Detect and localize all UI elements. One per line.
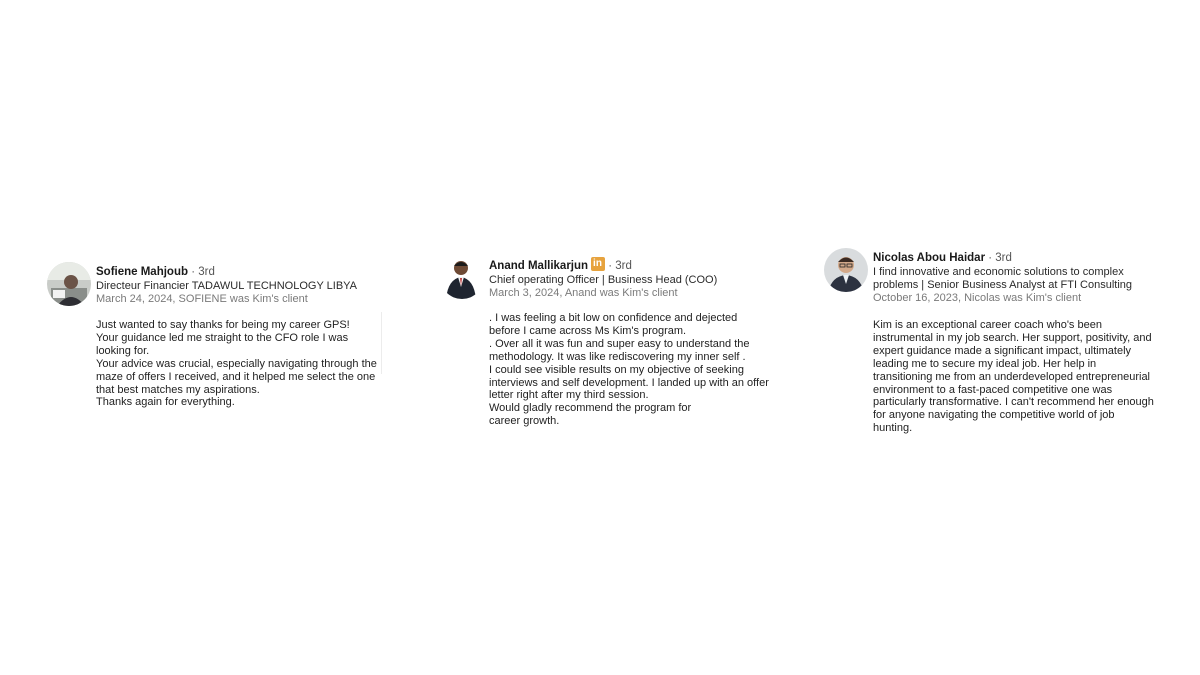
name-line: [873, 251, 1155, 265]
recommendation-text: . I was feeling a bit low on confidence and dejected before I came across Ms Kim's program. . Over all it was fun and super easy to understand the methodology. It was like rediscovering my inner self . I could see visible results on my objective of seeking interviews and self development. I landed up with an offer letter right after my third session. Would gladly recommend the program for career growth.: [489, 312, 769, 428]
recommender-name[interactable]: Sofiene Mahjoub: [96, 266, 188, 278]
connection-degree: · 3rd: [188, 266, 215, 278]
connection-degree: · 3rd: [605, 260, 632, 272]
recommender-name[interactable]: Anand Mallikarjun: [489, 260, 589, 272]
avatar[interactable]: [824, 248, 868, 292]
recommendation-date: March 24, 2024, SOFIENE was Kim's client: [96, 293, 308, 305]
linkedin-premium-icon: in: [591, 257, 605, 271]
avatar[interactable]: [440, 255, 484, 299]
recommendation-card: [96, 265, 378, 409]
recommendation-text: Just wanted to say thanks for being my career GPS! Your guidance led me straight to the CFO role I was looking for. Your advice was crucial, especially navigating through the maze of offers I received, and it helped me select the one that best matches my aspirations. Thanks again for everything.: [96, 319, 377, 409]
recommender-headline: Chief operating Officer | Business Head (COO): [489, 274, 718, 286]
recommender-name[interactable]: Nicolas Abou Haidar: [873, 252, 986, 264]
recommendation-date: March 3, 2024, Anand was Kim's client: [489, 287, 678, 299]
name-line: [489, 257, 769, 273]
recommendation-text: Kim is an exceptional career coach who's been instrumental in my job search. Her support, positivity, and expert guidance made a significant impact, ultimately leading me to secure my ideal job. Her help in transitioning me from an underdeveloped entrepreneurial environment to a fast-paced competitive one was particularly transformative. I can't recommend her enough for anyone navigating the competitive world of job hunting.: [873, 319, 1154, 435]
recommendation-card: [489, 257, 769, 428]
connection-degree: · 3rd: [985, 252, 1012, 264]
name-line: [96, 265, 378, 279]
divider: [381, 312, 382, 374]
recommender-headline: Directeur Financier TADAWUL TECHNOLOGY LIBYA: [96, 280, 358, 292]
recommender-headline: I find innovative and economic solutions to complex problems | Senior Business Analyst at FTI Consulting: [873, 266, 1133, 291]
recommendation-date: October 16, 2023, Nicolas was Kim's client: [873, 292, 1082, 304]
recommendation-card: [873, 251, 1155, 435]
avatar[interactable]: [47, 262, 91, 306]
